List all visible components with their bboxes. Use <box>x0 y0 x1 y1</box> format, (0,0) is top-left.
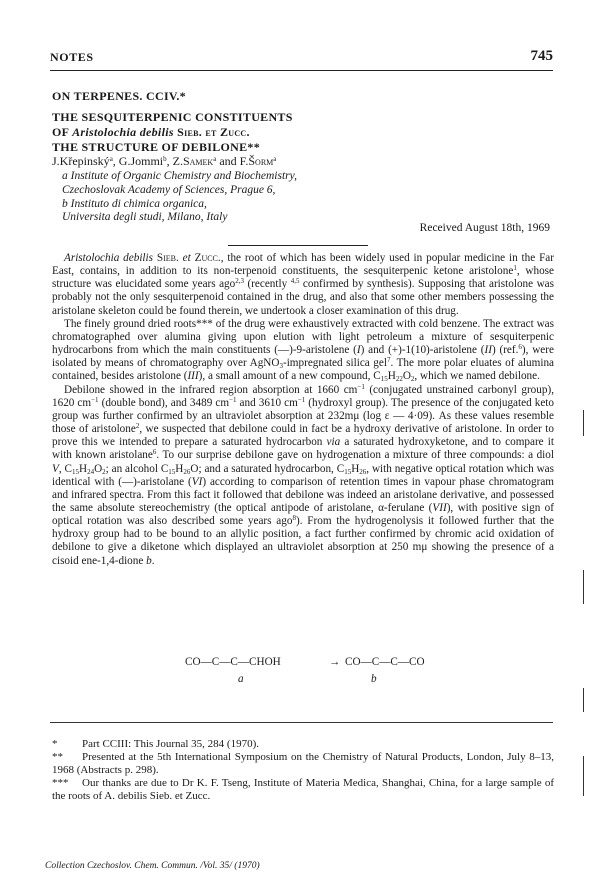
label-b: b <box>371 673 377 685</box>
footnote: ** Presented at the 5th International Symposium on the Chemistry of Natural Products, London, July 8–13, 1968 (Abstracts p. 298). <box>52 751 554 777</box>
page-header <box>50 48 553 68</box>
footnotes <box>52 738 554 803</box>
footnote: * Part CCIII: This Journal 35, 284 (1970). <box>52 738 260 750</box>
label-a: a <box>238 673 244 685</box>
title-line: THE STRUCTURE OF DEBILONE** <box>52 140 261 154</box>
header-rule <box>50 70 553 71</box>
margin-mark <box>583 688 584 712</box>
article-title <box>52 89 552 155</box>
affiliation-line: a Institute of Organic Chemistry and Biochemistry, <box>62 170 297 182</box>
article-body <box>52 252 554 568</box>
title-line: THE SESQUITERPENIC CONSTITUENTS <box>52 110 293 124</box>
arrow-right-icon: → <box>329 656 341 668</box>
affiliations <box>62 170 297 225</box>
title-line: OF Aristolochia debilis Sieb. et Zucc. <box>52 125 250 139</box>
section-label: NOTES <box>50 50 94 64</box>
reaction-scheme <box>185 656 445 686</box>
affiliation-line: Universita degli studi, Milano, Italy <box>62 211 228 224</box>
journal-citation: Collection Czechoslov. Chem. Commun. /Vol. 35/ (1970) <box>45 861 260 871</box>
footnote: *** Our thanks are due to Dr K. F. Tseng, Institute of Materia Medica, Shanghai, China, for a large sample of the roots of A. debilis Sieb. et Zucc. <box>52 777 554 803</box>
paragraph: Aristolochia debilis Sieb. et Zucc., the root of which has been widely used in popular medicine in the Far East, contains, in addition to its non-terpenoid constituents, the sesquiterpenic ketone aristolone$^1$, whose structure was elucidated some years ago$^{2,3}$ (recently $^{4,5}$ confirmed by synthesis). Supposing that aristolone was probably not the only sesquiterpenoid contained in the drug, and also that some other members possessing the aristolane skeleton could be found therein, we undertook a closer examination of this drug. <box>52 252 555 317</box>
margin-mark <box>583 410 584 436</box>
affiliation-line: Czechoslovak Academy of Sciences, Prague 6, <box>62 183 276 196</box>
paragraph: The finely ground dried roots*** of the drug were exhaustively extracted with cold benzene. The extract was chromatographed over alumina giving upon elution with light petroleum a mixture of sesquiterpenic hydrocarbons from which the main constituents (—)-9-aristolene (I) and (+)-1(10)-aristolene (II) (ref.$^6$), were isolated by means of chromatography over AgNO$_3$-impregnated silica gel$^7$. The more polar eluates of alumina contained, besides aristolone (III), a small amount of a new compound, $C_{15}H_{22}O_2$, which we named debilone. <box>52 317 554 384</box>
received-date: Received August 18th, 1969 <box>419 222 550 234</box>
body-rule <box>228 245 368 246</box>
series-title: ON TERPENES. CCIV.* <box>52 89 186 103</box>
margin-mark <box>583 570 584 604</box>
footnote-rule <box>50 722 553 723</box>
page-number: 745 <box>530 48 553 64</box>
affiliation-line: b Instituto di chimica organica, <box>62 197 207 210</box>
margin-mark <box>583 756 584 796</box>
authors: J.Křepinský$^a$, G.Jommi$^b$, Z.Samek$^a$ and F.Šorm$^a$ <box>52 154 277 168</box>
formula-a: CO—C—C—CHOH <box>185 656 281 668</box>
paragraph: Debilone showed in the infrared region absorption at 1660 $cm^{-1}$ (conjugated unstrained carbonyl group), 1620 $cm^{-1}$ (double bond), and 3489 $cm^{-1}$ and 3610 $cm^{-1}$ (hydroxyl group). The presence of the conjugated keto group was further confirmed by an ultraviolet absorption at 232mμ (log ε — 4·09). As these values resemble those of aristolone$^2$, we suspected that debilone could in fact be a hydroxy derivative of aristolone. In order to prove this we intended to prepare a saturated hydrocarbon via a saturated hydroxyketone, and to compare it with known aristolane$^6$. To our surprise debilone gave on hydrogenation a mixture of three compounds: a diol V, $C_{15}H_{24}O_2$; an alcohol $C_{15}H_{26}O$; and a saturated hydrocarbon, $C_{15}H_{26}$, with negative optical rotation which was identical with (—)-aristolane (VI) according to comparison of retention times in vapour phase chromatogram and infrared spectra. From this fact it followed that debilone was indeed an aristolane derivative, and possessed the same absolute stereochemistry (the optical antipode of aristolane, α-ferulane (VII), with positive sign of optical rotation was also described some years ago$^8$). From the hydrogenolysis it followed further that the hydroxy group had to be bound to an allylic position, a fact further confirmed by chromic acid oxidation of debilone to give a diketone which displayed an ultraviolet absorption at 250 mμ showing the presence of a cisoid ene-1,4-dione b. <box>52 382 555 567</box>
formula-b: CO—C—C—CO <box>345 656 425 668</box>
